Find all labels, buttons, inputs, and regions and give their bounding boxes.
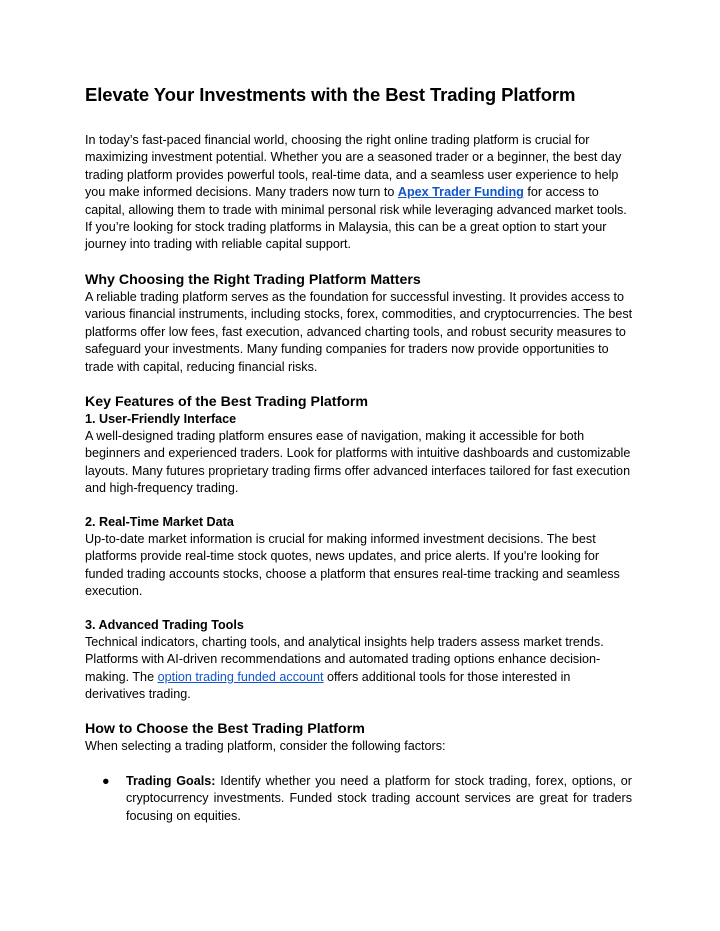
- choose-section: [85, 720, 633, 755]
- bullet-icon: ●: [102, 774, 110, 788]
- feature-body: [85, 634, 633, 704]
- feature-item: [85, 411, 633, 498]
- feature-title: 3. Advanced Trading Tools: [85, 618, 244, 632]
- feature-body-before-link: Technical indicators, charting tools, and analytical insights help traders assess market trends. Platforms with AI-driven recommendations and automated trading options enhance decision-making. The: [85, 635, 604, 684]
- apex-trader-funding-link[interactable]: Apex Trader Funding: [397, 185, 524, 200]
- feature-body-after-link: offers additional tools for those interested in derivatives trading.: [85, 669, 571, 702]
- bullet-label: Trading Goals:: [126, 774, 216, 788]
- feature-body: Up-to-date market information is crucial for making informed investment decisions. The best platforms provide real-time stock quotes, news updates, and price alerts. If you're looking for funded trading accounts stocks, choose a platform that ensures real-time tracking and seamless execution.: [85, 532, 620, 599]
- why-section: [85, 271, 633, 376]
- features-heading: Key Features of the Best Trading Platform: [85, 394, 369, 410]
- choose-intro: When selecting a trading platform, consider the following factors:: [85, 739, 446, 753]
- choose-heading: How to Choose the Best Trading Platform: [85, 721, 365, 737]
- intro-text-after-link: for access to capital, allowing them to trade with minimal personal risk while leveraging advanced market tools. If you’re looking for stock trading platforms in Malaysia, this can be a great option to start your journey into trading with reliable capital support.: [85, 185, 627, 252]
- page-title: Elevate Your Investments with the Best Trading Platform: [85, 84, 576, 105]
- option-trading-funded-account-link[interactable]: option trading funded account: [157, 669, 324, 684]
- bullet-text: [126, 773, 632, 825]
- why-body: A reliable trading platform serves as the foundation for successful investing. It provides access to various financial instruments, including stocks, forex, commodities, and cryptocurrencies. The best platforms offer low fees, fast execution, advanced charting tools, and robust security measures to safeguard your investments. Many funding companies for traders now provide opportunities to trade with capital, reducing financial risks.: [85, 290, 633, 374]
- feature-title: 1. User-Friendly Interface: [85, 412, 237, 426]
- intro-text-before-link: In today’s fast-paced financial world, choosing the right online trading platform is crucial for maximizing investment potential. Whether you are a seasoned trader or a beginner, the best day trading platform provides powerful tools, real-time data, and a seamless user experience to help you make informed decisions. Many traders now turn to: [85, 133, 622, 200]
- bullet-body: Identify whether you need a platform for stock trading, forex, options, or cryptocurrency investments. Funded stock trading account services are great for traders focusing on equities.: [126, 774, 632, 823]
- intro-paragraph: [85, 132, 633, 254]
- why-heading: Why Choosing the Right Trading Platform Matters: [85, 272, 421, 288]
- feature-title: 2. Real-Time Market Data: [85, 515, 234, 529]
- feature-item: [85, 617, 633, 704]
- features-section: [85, 393, 633, 411]
- feature-item: [85, 514, 633, 601]
- intro-text: [85, 132, 633, 254]
- feature-body: A well-designed trading platform ensures ease of navigation, making it accessible for both beginners and experienced traders. Look for platforms with intuitive dashboards and customizable layouts. Many futures proprietary trading firms offer advanced interfaces tailored for fast execution and high-frequency trading.: [85, 429, 631, 496]
